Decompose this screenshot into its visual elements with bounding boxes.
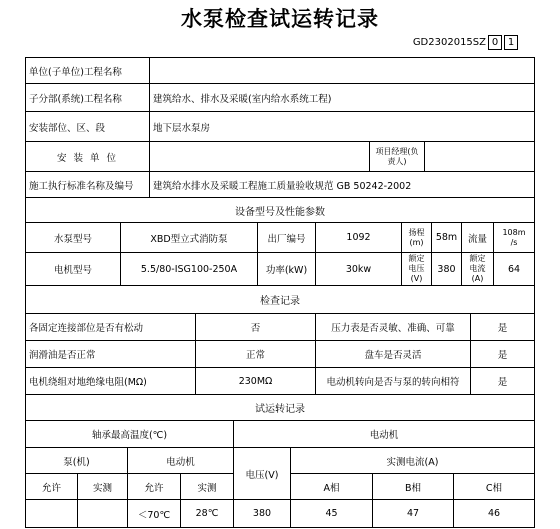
subdiv-label: 子分部(系统)工程名称 [26,84,150,112]
form-code-box-1: 0 [488,35,502,50]
flow-label: 流量 [462,223,494,253]
inspection-question-1: 各固定连接部位是否有松动 [26,314,196,341]
pump-measured-label: 实测 [78,474,128,500]
install-label: 安 装 单 位 [26,142,150,172]
pm-value [425,142,535,172]
inspection-question-1: 电机绕组对地绝缘电阻(MΩ) [26,368,196,395]
pm-label: 项目经理(负责人) [370,142,425,172]
standard-label: 施工执行标准名称及编号 [26,172,150,198]
rated-voltage-label [402,253,432,286]
phase-c-value: 46 [454,500,535,528]
inspection-answer-1: 否 [196,314,316,341]
form-code-box-2: 1 [504,35,518,50]
rated-voltage-line-1: 额定 [408,254,425,263]
head-value: 58m [432,223,462,253]
head-label [402,223,432,253]
bearing-temp-label: 轴承最高温度(℃) [26,421,234,448]
unit-value [150,58,535,84]
voltage-label: 电压(V) [234,448,291,500]
form-code [413,35,518,50]
motor-sub-label: 电动机 [128,448,234,474]
flow-value [494,223,535,253]
phase-a-label: A相 [291,474,373,500]
motor-measured-value: 28℃ [181,500,234,528]
rated-current-line-3: (A) [471,274,484,283]
motor-model-value: 5.5/80-ISG100-250A [121,253,258,286]
location-value: 地下层水泵房 [150,112,535,142]
page-title: 水泵检查试运转记录 [181,6,379,31]
head-label-line-1: 扬程 [408,227,425,237]
inspection-question-2: 盘车是否灵活 [316,341,471,368]
pump-measured-value [78,500,128,528]
flow-value-line-2: /s [510,237,518,247]
form-code-text: GD2302015SZ [412,37,486,48]
inspection-answer-1: 230MΩ [196,368,316,395]
rated-voltage-line-3: (V) [410,274,423,283]
motor-allow-value: ＜70℃ [128,500,181,528]
inspection-row [26,314,535,341]
trial-section-title: 试运转记录 [26,395,535,421]
install-value [150,142,370,172]
phase-a-value: 45 [291,500,373,528]
phase-b-value: 47 [373,500,454,528]
inspection-table [25,285,535,395]
inspection-answer-2: 是 [471,314,535,341]
rated-current-line-1: 额定 [469,254,486,263]
inspection-answer-2: 是 [471,368,535,395]
head-label-line-2: (m) [409,237,424,247]
inspection-section-title: 检查记录 [26,286,535,314]
factory-no-label: 出厂编号 [258,223,316,253]
inspection-question-1: 润滑油是否正常 [26,341,196,368]
rated-current-value: 64 [494,253,535,286]
standard-value: 建筑给水排水及采暖工程施工质量验收规范 GB 50242-2002 [150,172,535,198]
inspection-answer-1: 正常 [196,341,316,368]
location-label: 安装部位、区、段 [26,112,150,142]
inspection-answer-2: 是 [471,341,535,368]
phase-b-label: B相 [373,474,454,500]
power-label: 功率(kW) [258,253,316,286]
inspection-question-2: 电动机转向是否与泵的转向相符 [316,368,471,395]
factory-no-value: 1092 [316,223,402,253]
equipment-section-title: 设备型号及性能参数 [26,198,535,223]
inspection-row [26,368,535,395]
rated-current-label [462,253,494,286]
equipment-table [25,197,535,286]
subdiv-value: 建筑给水、排水及采暖(室内给水系统工程) [150,84,535,112]
pump-model-value: XBD型立式消防泵 [121,223,258,253]
motor-label: 电动机 [234,421,535,448]
phase-c-label: C相 [454,474,535,500]
motor-allow-label: 允许 [128,474,181,500]
rated-voltage-value: 380 [432,253,462,286]
pump-model-label: 水泵型号 [26,223,121,253]
power-value: 30kw [316,253,402,286]
pump-allow-label: 允许 [26,474,78,500]
motor-measured-label: 实测 [181,474,234,500]
unit-label: 单位(子单位)工程名称 [26,58,150,84]
current-label: 实测电流(A) [291,448,535,474]
flow-value-line-1: 108m [502,227,526,237]
inspection-row [26,341,535,368]
trial-table [25,394,535,528]
pump-label: 泵(机) [26,448,128,474]
rated-current-line-2: 电流 [469,264,486,273]
rated-voltage-line-2: 电压 [408,264,425,273]
motor-model-label: 电机型号 [26,253,121,286]
pump-allow-value [26,500,78,528]
info-table [25,57,535,198]
voltage-value: 380 [234,500,291,528]
inspection-question-2: 压力表是否灵敏、准确、可靠 [316,314,471,341]
